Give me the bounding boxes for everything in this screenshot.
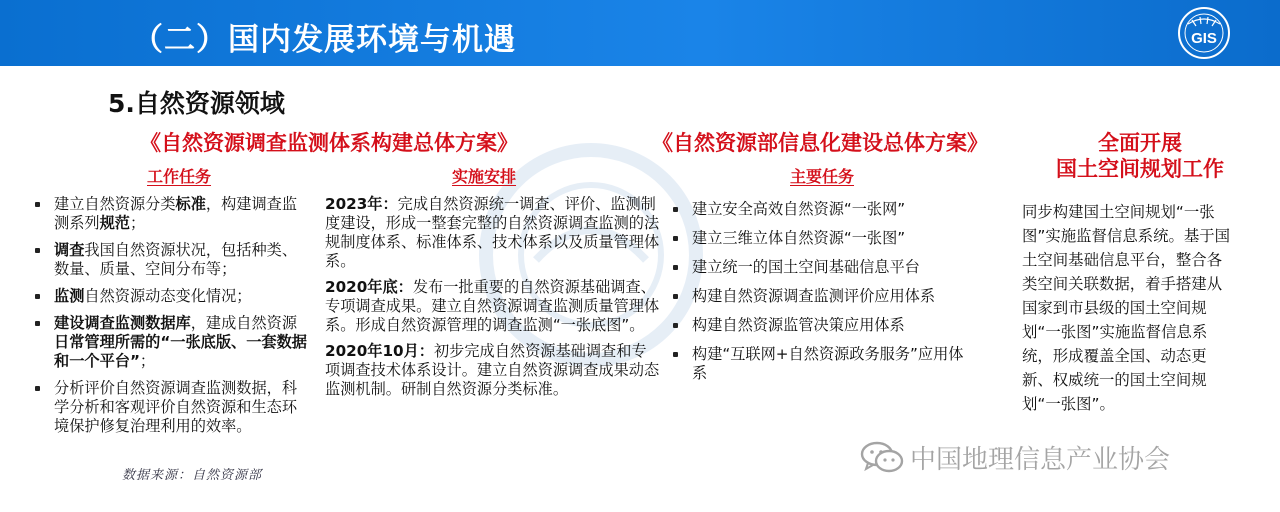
page-title: （二）国内发展环境与机遇: [132, 22, 516, 58]
heading-work-tasks: 工作任务: [147, 167, 212, 186]
task-text: 自然资源动态变化情况；: [84, 287, 252, 305]
schedule-paragraph: [325, 342, 661, 399]
heading-implementation: 实施安排: [452, 167, 517, 186]
main-task-item: 建立三维立体自然资源“一张图”: [668, 229, 968, 248]
schedule-date-label: 2020年10月：: [325, 342, 434, 360]
spatial-planning-text: 同步构建国土空间规划“一张图”实施监督信息系统。基于国土空间基础信息平台，整合各类空间关联数据，着手搭建从国家到市县级的国土空间规划“一张图”实施监督信息系统，形成覆盖全国、动态更新、权威统一的国土空间规划“一张图”。: [1022, 203, 1231, 413]
task-keyword: 监测: [54, 287, 85, 305]
plan-title-informatization: 《自然资源部信息化建设总体方案》: [652, 131, 988, 155]
data-source-note: 数据来源：自然资源部: [122, 468, 263, 483]
svg-text:GIS: GIS: [1191, 30, 1217, 47]
spatial-planning-title: [1040, 130, 1240, 182]
task-text: ，建成自然资源: [190, 314, 297, 332]
task-text: 分析评价自然资源调查监测数据，科学分析和客观评价自然资源和生态环境保护修复治理利用的效率。: [54, 379, 297, 435]
main-task-list: [668, 200, 968, 393]
watermark-text: 中国地理信息产业协会: [910, 444, 1171, 475]
work-task-item: [30, 195, 312, 233]
schedule-date-label: 2023年：: [325, 195, 398, 213]
main-task-item: 构建自然资源调查监测评价应用体系: [668, 287, 968, 306]
task-keyword: 建设调查监测数据库: [54, 314, 191, 332]
task-keyword: 日常管理所需的“一张底版、一套数据和一个平台”: [54, 333, 307, 370]
work-task-item: [30, 241, 312, 279]
task-text: 我国自然资源状况，包括种类、数量、质量、空间分布等；: [54, 241, 297, 278]
schedule-date-label: 2020年底：: [325, 278, 413, 296]
spatial-planning-title-line1: 全面开展: [1098, 131, 1182, 155]
schedule-text: 初步完成自然资源基础调查和专项调查技术体系设计。建立自然资源调查成果动态监测机制。研制自然资源分类标准。: [325, 342, 660, 398]
task-text: 建立自然资源分类: [54, 195, 176, 213]
wechat-icon: [860, 440, 904, 474]
main-task-item: 构建自然资源监管决策应用体系: [668, 316, 968, 335]
main-task-item: 建立安全高效自然资源“一张网”: [668, 200, 968, 219]
work-task-item: [30, 314, 312, 371]
task-text: ；: [139, 352, 156, 370]
task-text: ，构建调查监测系列: [54, 195, 297, 232]
schedule-paragraph: [325, 195, 661, 271]
task-text: ；: [129, 214, 146, 232]
work-task-item: [30, 379, 312, 436]
work-task-item: [30, 287, 312, 306]
main-task-item: 构建“互联网+自然资源政务服务”应用体系: [668, 345, 968, 383]
task-keyword: 调查: [54, 241, 85, 259]
work-task-list: [30, 195, 312, 444]
implementation-schedule: [325, 195, 661, 406]
task-keyword: 规范: [99, 214, 130, 232]
schedule-paragraph: [325, 278, 661, 335]
main-task-item: 建立统一的国土空间基础信息平台: [668, 258, 968, 277]
gis-association-logo: [1176, 6, 1232, 60]
wechat-watermark: [860, 440, 1170, 474]
section-title: 5.自然资源领域: [108, 89, 285, 118]
spatial-planning-title-line2: 国土空间规划工作: [1056, 157, 1224, 181]
schedule-text: 完成自然资源统一调查、评价、监测制度建设，形成一整套完整的自然资源调查监测的法规制度体系、标准体系、技术体系以及质量管理体系。: [325, 195, 660, 270]
schedule-text: 发布一批重要的自然资源基础调查、专项调查成果。建立自然资源调查监测质量管理体系。形成自然资源管理的调查监测“一张底图”。: [325, 278, 660, 334]
heading-main-tasks: 主要任务: [790, 167, 855, 186]
header-bar: [0, 0, 1280, 66]
task-keyword: 标准: [175, 195, 206, 213]
plan-title-survey-monitoring: 《自然资源调查监测体系构建总体方案》: [140, 131, 518, 155]
